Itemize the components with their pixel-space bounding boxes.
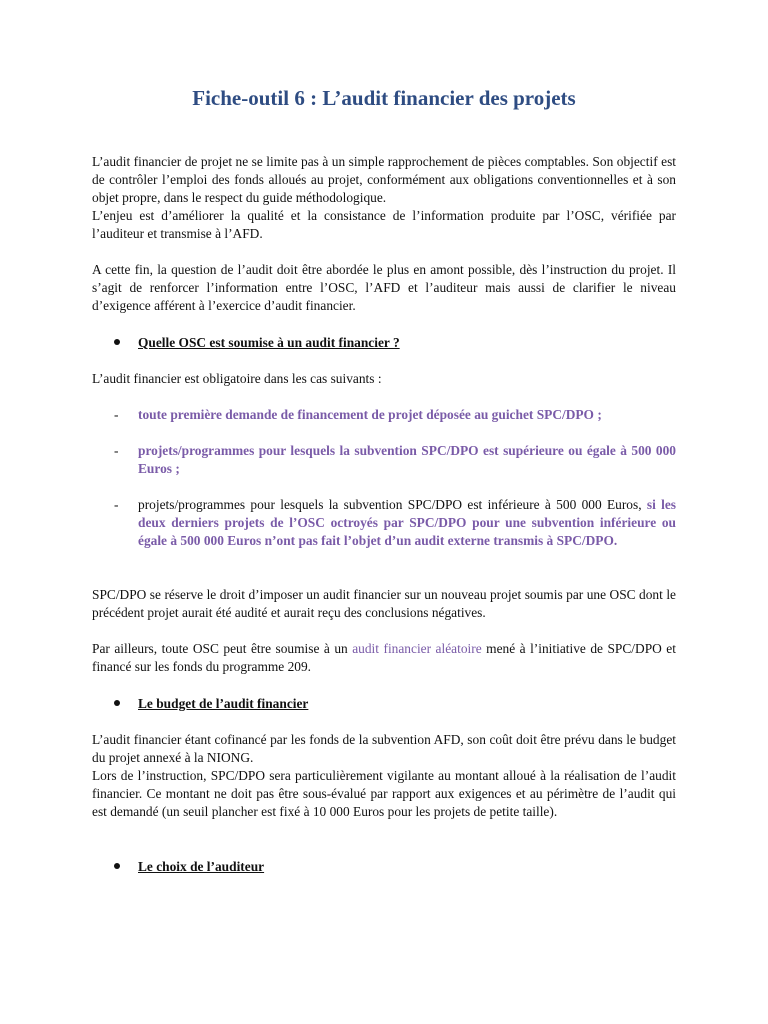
list-item <box>114 442 676 478</box>
section-heading-osc <box>114 334 400 352</box>
list-item-accent-text: si les deux derniers projets de l’OSC octroyés par SPC/DPO pour une subvention inférieure ou égale à 500 000 Euros n’ont pas fait l’objet d’un audit externe transmis à SPC/DPO. <box>138 497 676 548</box>
list-item-plain-text: projets/programmes pour lesquels la subvention SPC/DPO est inférieure à 500 000 Euros, <box>138 497 642 512</box>
dash-icon: - <box>114 407 119 422</box>
alea-before-text: Par ailleurs, toute OSC peut être soumise à un <box>92 641 348 656</box>
section1-paragraph-alea <box>92 640 676 676</box>
dash-icon: - <box>114 443 119 458</box>
section1-alea-text <box>92 640 676 676</box>
list-item <box>114 406 676 424</box>
section-heading-osc-text: Quelle OSC est soumise à un audit financier ? <box>138 335 400 350</box>
alea-after-text: mené à l’initiative de SPC/DPO et financé sur les fonds du programme 209. <box>92 641 676 674</box>
section1-lead <box>92 370 676 388</box>
section1-paragraph <box>92 586 676 622</box>
section2-block <box>92 731 676 821</box>
section1-lead-text: L’audit financier est obligatoire dans les cas suivants : <box>92 371 382 386</box>
list-item-text: projets/programmes pour lesquels la subvention SPC/DPO est supérieure ou égale à 500 000 Euros ; <box>138 443 676 476</box>
bullet-icon <box>114 339 120 345</box>
intro-block-2 <box>92 261 676 315</box>
section-heading-auditeur-text: Le choix de l’auditeur <box>138 859 265 874</box>
intro-paragraph-2: L’enjeu est d’améliorer la qualité et la consistance de l’information produite par l’OSC, vérifiée par l’auditeur et transmise à l’AFD. <box>92 208 676 241</box>
intro-paragraph-3: A cette fin, la question de l’audit doit être abordée le plus en amont possible, dès l’instruction du projet. Il s’agit de renforcer l’information entre l’OSC, l’AFD et l’auditeur mais aussi de clarifier le niveau d’exigence afférent à l’exercice d’audit financier. <box>92 262 676 313</box>
list-item <box>114 496 676 550</box>
section2-paragraph-2: Lors de l’instruction, SPC/DPO sera particulièrement vigilante au montant alloué à la réalisation de l’audit financier. Ce montant ne doit pas être sous-évalué par rapport aux exigences et au périmètre de l’audit qui est demandé (un seuil plancher est fixé à 10 000 Euros pour les projets de petite taille). <box>92 768 676 819</box>
page-title: Fiche-outil 6 : L’audit financier des projets <box>192 86 576 110</box>
intro-block <box>92 153 676 243</box>
section-heading-auditeur <box>114 858 264 876</box>
intro-paragraph-1: L’audit financier de projet ne se limite pas à un simple rapprochement de pièces comptables. Son objectif est de contrôler l’emploi des fonds alloués au projet, conformément aux obligations conventionnelles et à son objet propre, dans le respect du guide méthodologique. <box>92 154 676 205</box>
section-heading-budget-text: Le budget de l’audit financier <box>138 696 309 711</box>
bullet-icon <box>114 863 120 869</box>
bullet-icon <box>114 700 120 706</box>
section1-paragraph-text: SPC/DPO se réserve le droit d’imposer un audit financier sur un nouveau projet soumis par une OSC dont le précédent projet aurait été audité et aurait reçu des conclusions négatives. <box>92 587 676 620</box>
list-item-text <box>138 496 676 550</box>
section2-paragraph-1: L’audit financier étant cofinancé par les fonds de la subvention AFD, son coût doit être prévu dans le budget du projet annexé à la NIONG. <box>92 732 676 765</box>
section-heading-budget <box>114 695 308 713</box>
dash-icon: - <box>114 497 119 512</box>
alea-accent-text: audit financier aléatoire <box>352 641 482 656</box>
list-item-text: toute première demande de financement de projet déposée au guichet SPC/DPO ; <box>138 407 602 422</box>
